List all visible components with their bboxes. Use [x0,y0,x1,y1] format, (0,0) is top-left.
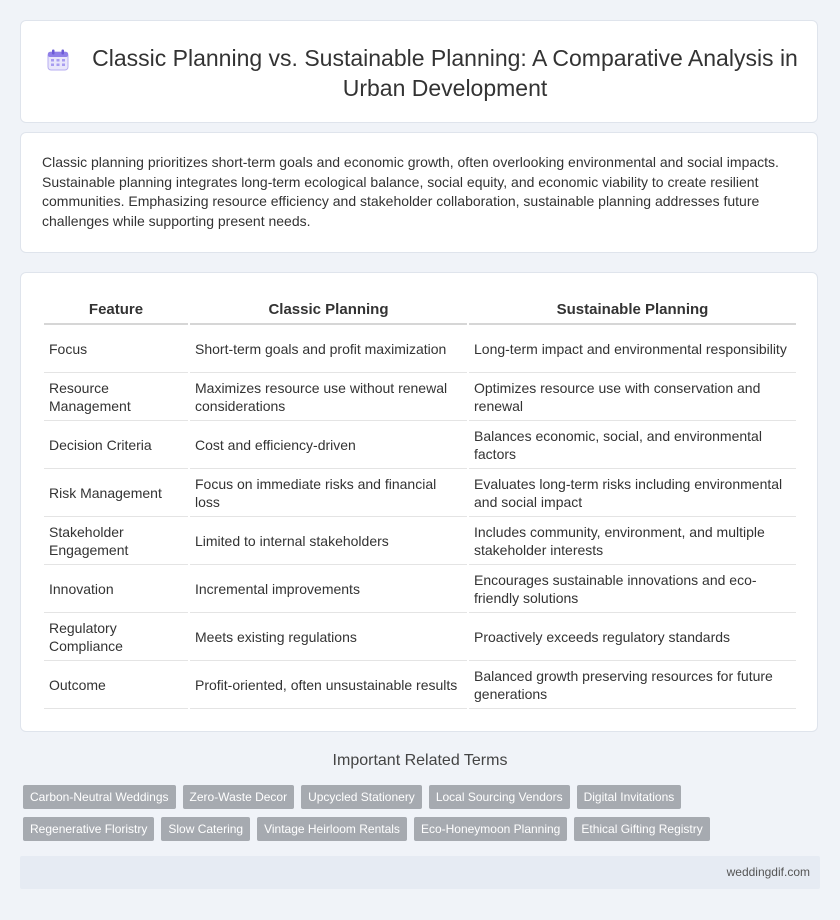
feature-cell: Risk Management [44,469,188,517]
header-card [20,20,818,123]
feature-cell: Regulatory Compliance [44,613,188,661]
classic-cell: Focus on immediate risks and financial loss [190,469,467,517]
related-terms-tags [23,785,823,849]
feature-cell: Innovation [44,565,188,613]
table-row [44,469,796,517]
sustainable-cell: Encourages sustainable innovations and eco-friendly solutions [469,565,796,613]
tag-row [23,785,823,809]
page-title: Classic Planning vs. Sustainable Planning: A Comparative Analysis in Urban Development [92,45,798,101]
tag-upcycled-stationery[interactable]: Upcycled Stationery [301,785,422,809]
sustainable-cell: Optimizes resource use with conservation and renewal [469,373,796,421]
sustainable-cell: Long-term impact and environmental responsibility [469,325,796,373]
classic-cell: Cost and efficiency-driven [190,421,467,469]
calendar-icon [47,49,69,71]
tag-zero-waste-decor[interactable]: Zero-Waste Decor [183,785,295,809]
feature-cell: Outcome [44,661,188,709]
comparison-table [42,295,798,709]
classic-cell: Limited to internal stakeholders [190,517,467,565]
intro-text: Classic planning prioritizes short-term goals and economic growth, often overlooking environmental and social impacts. Sustainable planning integrates long-term ecological balance, social equity, and economic viability to create resilient communities. Emphasizing resource efficiency and stakeholder collaboration, sustainable planning addresses future challenges while supporting present needs. [42,154,779,229]
tag-slow-catering[interactable]: Slow Catering [161,817,250,841]
tag-carbon-neutral-weddings[interactable]: Carbon-Neutral Weddings [23,785,176,809]
table-row [44,613,796,661]
sustainable-cell: Evaluates long-term risks including environmental and social impact [469,469,796,517]
classic-cell: Profit-oriented, often unsustainable results [190,661,467,709]
classic-cell: Meets existing regulations [190,613,467,661]
tag-row [23,817,823,841]
table-row [44,517,796,565]
tag-ethical-gifting-registry[interactable]: Ethical Gifting Registry [574,817,709,841]
header-sustainable: Sustainable Planning [469,295,796,325]
feature-cell: Stakeholder Engagement [44,517,188,565]
classic-cell: Short-term goals and profit maximization [190,325,467,373]
header-classic: Classic Planning [190,295,467,325]
tag-local-sourcing-vendors[interactable]: Local Sourcing Vendors [429,785,570,809]
intro-card [20,132,818,253]
classic-cell: Incremental improvements [190,565,467,613]
footer [20,856,820,889]
tag-regenerative-floristry[interactable]: Regenerative Floristry [23,817,154,841]
footer-site[interactable]: weddingdif.com [726,865,810,879]
classic-cell: Maximizes resource use without renewal considerations [190,373,467,421]
tag-eco-honeymoon-planning[interactable]: Eco-Honeymoon Planning [414,817,567,841]
table-row [44,565,796,613]
table-row [44,661,796,709]
table-row [44,421,796,469]
feature-cell: Resource Management [44,373,188,421]
feature-cell: Decision Criteria [44,421,188,469]
table-row [44,373,796,421]
comparison-card [20,272,818,732]
table-row [44,325,796,373]
feature-cell: Focus [44,325,188,373]
related-terms-title: Important Related Terms [332,752,508,769]
tag-vintage-heirloom-rentals[interactable]: Vintage Heirloom Rentals [257,817,407,841]
sustainable-cell: Balances economic, social, and environmental factors [469,421,796,469]
sustainable-cell: Balanced growth preserving resources for future generations [469,661,796,709]
header-feature: Feature [44,295,188,325]
sustainable-cell: Proactively exceeds regulatory standards [469,613,796,661]
sustainable-cell: Includes community, environment, and multiple stakeholder interests [469,517,796,565]
tag-digital-invitations[interactable]: Digital Invitations [577,785,682,809]
table-header-row [44,295,796,325]
